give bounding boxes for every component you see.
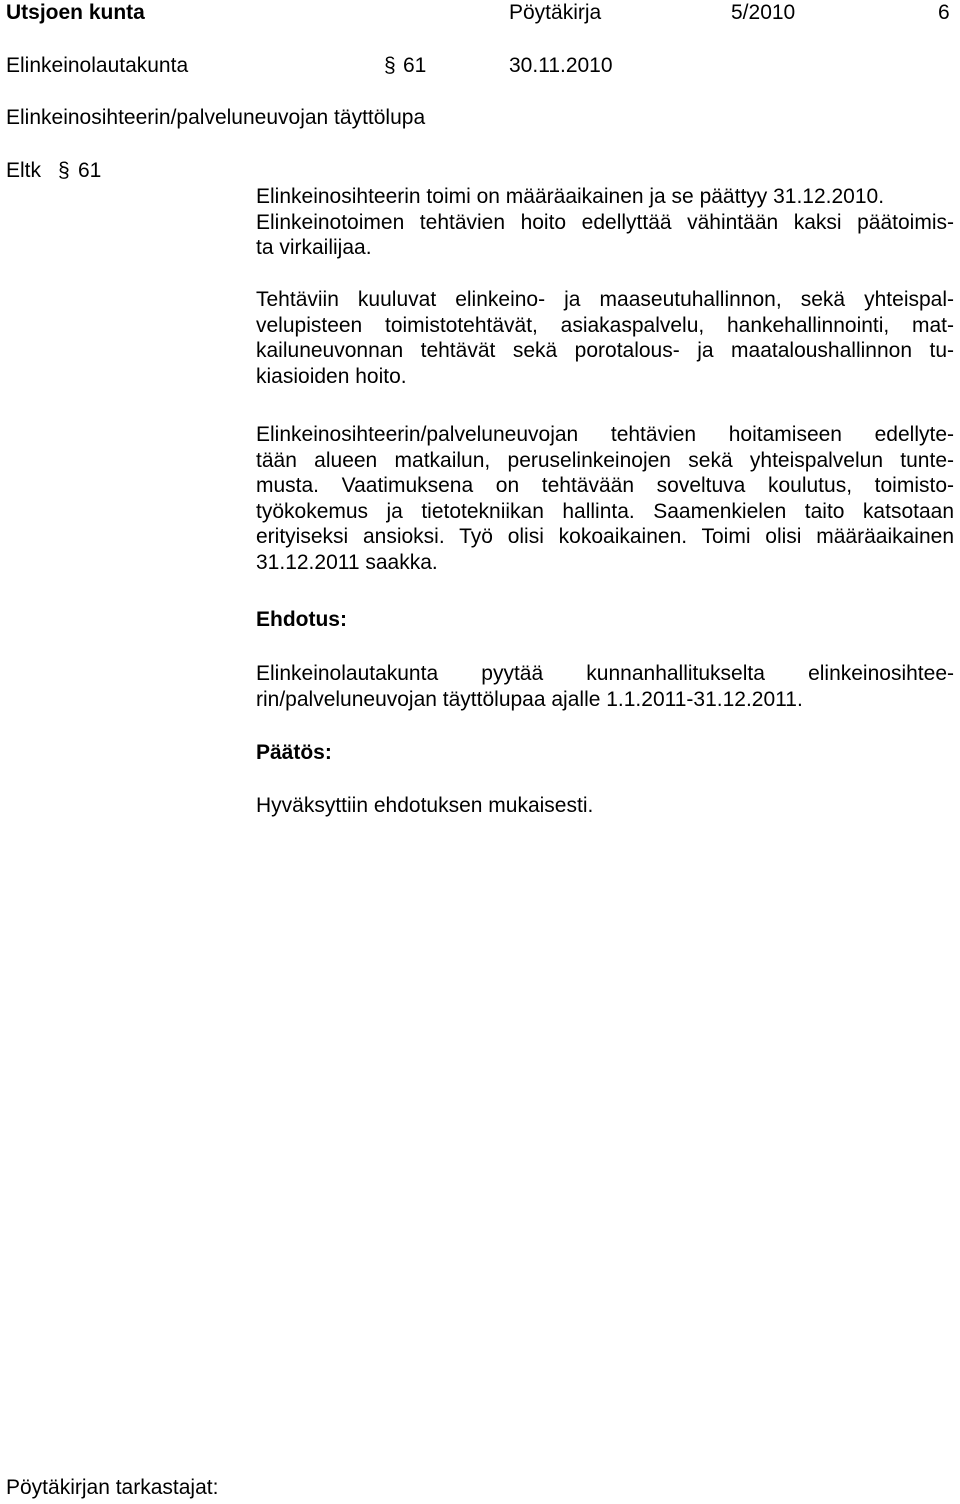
meeting-date: 30.11.2010: [509, 54, 613, 77]
reviewers-label: Pöytäkirjan tarkastajat:: [6, 1476, 219, 1499]
decision-heading: Päätös:: [256, 741, 332, 764]
text-line: Elinkeinosihteerin/palveluneuvojan tehtävien hoitamiseen edellyte-: [256, 423, 954, 446]
text-line: tään alueen matkailun, peruselinkeinojen sekä yhteispalvelun tunte-: [256, 448, 954, 472]
text-line: työkokemus ja tietotekniikan hallinta. Saamenkielen taito katsotaan: [256, 499, 954, 523]
section-ref-number: 61: [78, 159, 102, 182]
text-line: ta virkailijaa.: [256, 236, 372, 259]
text-line: musta. Vaatimuksena on tehtävään soveltuva koulutus, toimisto-: [256, 474, 954, 497]
section-sign-icon: §: [384, 54, 396, 77]
committee-name: Elinkeinolautakunta: [6, 54, 189, 77]
proposal-heading: Ehdotus:: [256, 608, 347, 631]
text-line: kiasioiden hoito.: [256, 364, 407, 388]
section-number: 61: [403, 54, 427, 77]
text-line: Elinkeinotoimen tehtävien hoito edellyttää vähintään kaksi päätoimis-: [256, 210, 954, 234]
subject-title: Elinkeinosihteerin/palveluneuvojan täyttölupa: [6, 106, 426, 129]
text-line: erityiseksi ansioksi. Työ olisi kokoaikainen. Toimi olisi määräaikainen: [256, 525, 954, 548]
document-number: 5/2010: [731, 1, 796, 24]
paragraph-2: [256, 287, 954, 389]
document-type: Pöytäkirja: [509, 1, 602, 24]
text-line: velupisteen toimistotehtävät, asiakaspalvelu, hankehallinnointi, mat-: [256, 313, 954, 337]
page-number: 6: [938, 1, 950, 24]
text-line: 31.12.2011 saakka.: [256, 550, 438, 574]
proposal-text: [256, 661, 954, 712]
text-line: rin/palveluneuvojan täyttölupaa ajalle 1.1.2011-31.12.2011.: [256, 687, 803, 711]
decision-text: Hyväksyttiin ehdotuksen mukaisesti.: [256, 794, 594, 817]
text-line: Tehtäviin kuuluvat elinkeino- ja maaseutuhallinnon, sekä yhteispal-: [256, 288, 954, 311]
paragraph-3: [256, 422, 954, 575]
section-ref-label: Eltk: [6, 159, 42, 182]
section-sign-icon: §: [58, 159, 70, 182]
text-line: kailuneuvonnan tehtävät sekä porotalous- ja maataloushallinnon tu-: [256, 339, 954, 362]
text-line: Elinkeinolautakunta pyytää kunnanhallitukselta elinkeinosihtee-: [256, 662, 954, 685]
paragraph-1: [256, 184, 954, 261]
text-line: Elinkeinosihteerin toimi on määräaikainen ja se päättyy 31.12.2010.: [256, 185, 885, 208]
municipality-name: Utsjoen kunta: [6, 1, 145, 24]
